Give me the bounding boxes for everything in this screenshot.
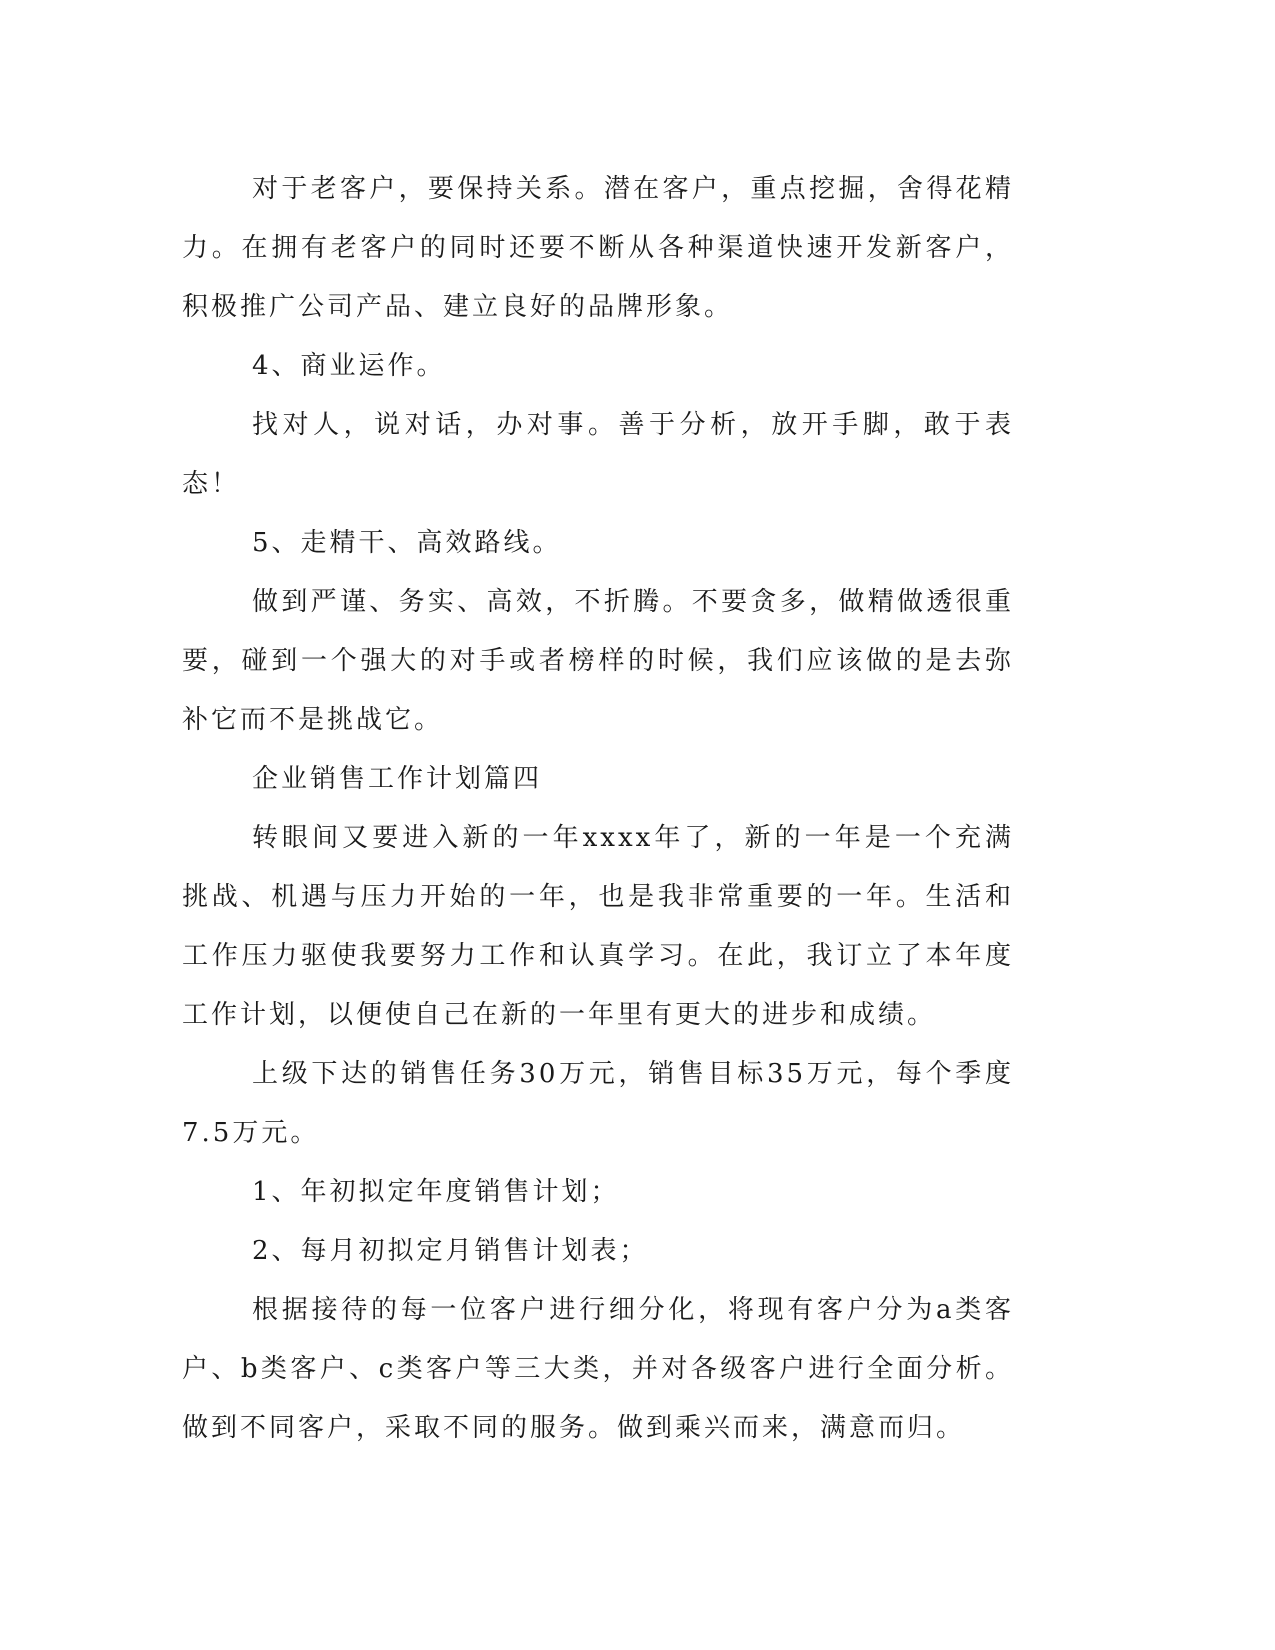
section-title-part-four: 企业销售工作计划篇四 xyxy=(252,764,543,794)
paragraph-new-year-plan: 转眼间又要进入新的一年xxxx年了，新的一年是一个充满挑战、机遇与压力开始的一年，也是我非常重要的一年。生活和工作压力驱使我要努力工作和认真学习。在此，我订立了本年度工作计划，以便使自己在新的一年里有更大的进步和成绩。 xyxy=(182,823,1014,1030)
item-heading-business-operation: 4、商业运作。 xyxy=(252,351,446,381)
paragraph-customer-segmentation: 根据接待的每一位客户进行细分化，将现有客户分为a类客户、b类客户、c类客户等三大类，并对各级客户进行全面分析。做到不同客户，采取不同的服务。做到乘兴而来，满意而归。 xyxy=(182,1295,1014,1443)
paragraph-rigorous-practical: 做到严谨、务实、高效，不折腾。不要贪多，做精做透很重要，碰到一个强大的对手或者榜样的时候，我们应该做的是去弥补它而不是挑战它。 xyxy=(182,587,1014,735)
paragraph-old-customers: 对于老客户，要保持关系。潜在客户，重点挖掘，舍得花精力。在拥有老客户的同时还要不断从各种渠道快速开发新客户，积极推广公司产品、建立良好的品牌形象。 xyxy=(182,174,1014,322)
document-body xyxy=(182,160,1014,1458)
paragraph-sales-target: 上级下达的销售任务30万元，销售目标35万元，每个季度7.5万元。 xyxy=(182,1059,1014,1148)
item-heading-efficient-route: 5、走精干、高效路线。 xyxy=(252,528,562,558)
paragraph-right-people: 找对人，说对话，办对事。善于分析，放开手脚，敢于表态！ xyxy=(182,410,1014,499)
list-item-monthly-plan: 2、每月初拟定月销售计划表； xyxy=(252,1236,649,1266)
list-item-annual-plan: 1、年初拟定年度销售计划； xyxy=(252,1177,620,1207)
